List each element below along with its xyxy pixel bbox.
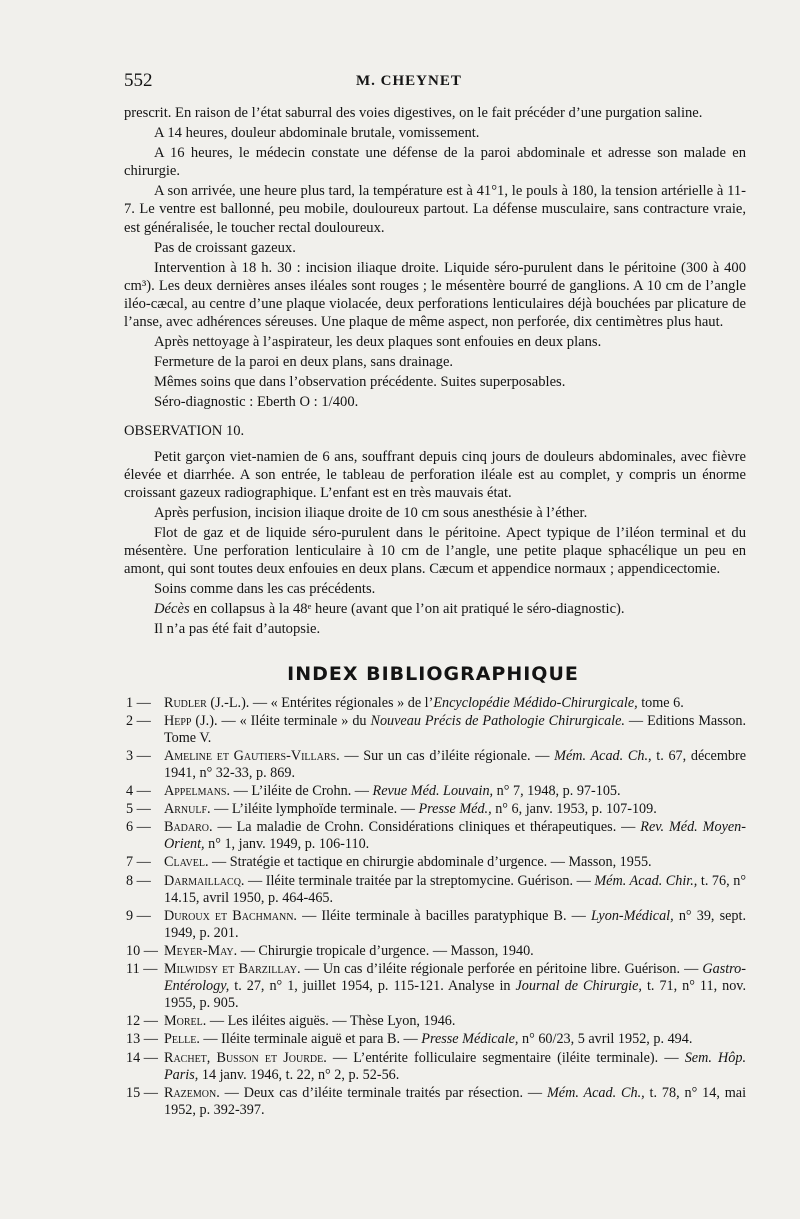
reference-item [124, 1085, 746, 1119]
reference-number: 14 — [126, 1049, 158, 1066]
reference-author: Morel. [164, 1013, 207, 1030]
reference-text: n° 1, janv. 1949, p. 106-110. [204, 836, 370, 853]
reference-text: tome 6. [637, 694, 684, 711]
reference-source-title: Revue Méd. Louvain, [372, 783, 494, 800]
reference-author: Clavel. [164, 854, 209, 871]
paragraph: Fermeture de la paroi en deux plans, sans drainage. [154, 354, 454, 371]
reference-source-title: Mém. Acad. Ch., [554, 747, 652, 764]
reference-text: — Iléite terminale à bacilles paratyphique B. — [296, 907, 591, 924]
paragraph: A 14 heures, douleur abdominale brutale, vomissement. [154, 125, 480, 142]
reference-item [124, 819, 746, 853]
paragraph: A 16 heures, le médecin constate une défense de la paroi abdominale et adresse son malade en chirurgie. [124, 145, 746, 180]
reference-number: 7 — [126, 854, 151, 871]
reference-author: Meyer-May. [164, 942, 238, 959]
reference-text: — Iléite terminale traitée par la streptomycine. Guérison. — [244, 872, 595, 889]
reference-number: 9 — [126, 907, 151, 924]
reference-text: n° 7, 1948, p. 97-105. [493, 783, 621, 800]
reference-number: 15 — [126, 1084, 158, 1101]
reference-item [124, 1050, 746, 1084]
reference-item [124, 783, 746, 800]
reference-number: 5 — [126, 801, 151, 818]
reference-item [124, 695, 746, 712]
reference-item [124, 908, 746, 942]
paragraph: Soins comme dans les cas précédents. [154, 581, 376, 598]
reference-list [124, 695, 746, 1119]
reference-text: t. 67, décembre 1941, n° 32-33, p. 869. [164, 747, 747, 781]
reference-text: — Chirurgie tropicale d’urgence. — Masson, 1940. [237, 942, 534, 959]
reference-author: Rachet, Busson et Jourde. [164, 1049, 327, 1066]
reference-number: 2 — [126, 712, 151, 729]
reference-text: t. 71, n° 11, nov. 1955, p. 905. [164, 978, 747, 1012]
reference-item [124, 943, 746, 960]
reference-source-title: Journal de Chirurgie, [515, 978, 642, 995]
reference-text: — L’iléite de Crohn. — [230, 783, 373, 800]
reference-text: — Sur un cas d’iléite régionale. — [339, 747, 555, 764]
emphasis: Décès [154, 601, 190, 618]
paragraph: Après perfusion, incision iliaque droite de 10 cm sous anesthésie à l’éther. [154, 504, 588, 521]
paragraph [124, 600, 746, 618]
reference-text: — La maladie de Crohn. Considérations cliniques et thérapeutiques. — [212, 819, 641, 836]
paragraph: prescrit. En raison de l’état saburral des voies digestives, on le fait précéder d’une purgation saline. [124, 105, 703, 121]
reference-source-title: Lyon-Médical, [590, 907, 674, 924]
reference-item [124, 873, 746, 907]
reference-source-title: Mém. Acad. Ch., [546, 1084, 645, 1101]
reference-source-title: Nouveau Précis de Pathologie Chirurgicale. [370, 712, 625, 729]
paragraph: Après nettoyage à l’aspirateur, les deux plaques sont enfouies en deux plans. [154, 334, 602, 351]
reference-source-title: Presse Méd., [418, 801, 492, 818]
reference-text: — Stratégie et tactique en chirurgie abdominale d’urgence. — Masson, 1955. [208, 854, 652, 871]
running-title: M. CHEYNET [356, 73, 462, 89]
reference-text: — Iléite terminale aiguë et para B. — [199, 1031, 422, 1048]
reference-number: 1 — [126, 694, 151, 711]
reference-text: — « Entérites régionales » de l’ [249, 694, 434, 711]
reference-item [124, 748, 746, 782]
reference-item [124, 961, 746, 1012]
reference-author: Razemon. [164, 1084, 220, 1101]
reference-author: Appelmans. [164, 783, 231, 800]
reference-author: Ameline et Gautiers-Villars. [164, 747, 340, 764]
index-title: INDEX BIBLIOGRAPHIQUE [287, 662, 579, 685]
paragraph: Pas de croissant gazeux. [154, 239, 296, 256]
reference-item [124, 713, 746, 747]
reference-text: t. 76, n° 14.15, avril 1950, p. 464-465. [164, 872, 746, 906]
page-number: 552 [124, 70, 153, 91]
paragraph: Mêmes soins que dans l’observation précédente. Suites superposables. [154, 374, 566, 391]
paragraph: Flot de gaz et de liquide séro-purulent dans le péritoine. Apect typique de l’iléon terminal et du mésentère. Une perforation lenticulaire à 10 cm de l’angle, une petite plaque sphacélique un peu en amont, qui sont toutes deux enfouies en deux plans. Cæcum et appendice normaux ; appendicectomie. [124, 524, 746, 578]
reference-source-title: Mém. Acad. Chir., [594, 872, 698, 889]
observation-heading: OBSERVATION 10. [124, 422, 245, 439]
reference-text: n° 6, janv. 1953, p. 107-109. [491, 801, 657, 818]
reference-author: Pelle. [164, 1031, 200, 1048]
reference-item [124, 801, 746, 818]
reference-number: 3 — [126, 747, 151, 764]
reference-item [124, 1013, 746, 1030]
reference-text: — Editions Masson. Tome V. [164, 712, 747, 746]
reference-author: Milwidsy et Barzillay. [164, 961, 301, 978]
reference-text: t. 78, n° 14, mai 1952, p. 392-397. [164, 1084, 747, 1118]
reference-author: Rudler (J.-L.). [164, 694, 250, 711]
reference-text: — Les iléites aiguës. — Thèse Lyon, 1946. [206, 1013, 456, 1030]
reference-text: n° 60/23, 5 avril 1952, p. 494. [518, 1031, 693, 1048]
reference-number: 10 — [126, 942, 158, 959]
reference-source-title: Presse Médicale, [421, 1031, 519, 1048]
reference-text: — Un cas d’iléite régionale perforée en péritoine libre. Guérison. — [300, 961, 703, 978]
reference-number: 13 — [126, 1031, 158, 1048]
reference-item [124, 854, 746, 871]
reference-text: t. 27, n° 1, juillet 1954, p. 115-121. Analyse in [229, 978, 516, 995]
reference-number: 8 — [126, 872, 151, 889]
paragraph: Intervention à 18 h. 30 : incision iliaque droite. Liquide séro-purulent dans le péritoine (300 à 400 cm³). Les deux dernières anses iléales sont rouges ; le mésentère bourré de ganglions. A 10 cm de l’angle iléo-cæcal, au centre d’une plaque violacée, deux perforations lenticulaires déjà bouchées par plicature de l’anse, avec adhérences séreuses. Une plaque de même aspect, non perforée, dix centimètres plus haut. [124, 259, 746, 331]
paragraph: Séro-diagnostic : Eberth O : 1/400. [154, 394, 359, 411]
reference-text: 14 janv. 1946, t. 22, n° 2, p. 52-56. [198, 1066, 400, 1083]
reference-author: Darmaillacq. [164, 872, 245, 889]
paragraph: Il n’a pas été fait d’autopsie. [154, 621, 321, 638]
reference-text: — Deux cas d’iléite terminale traités par résection. — [219, 1084, 547, 1101]
reference-text: n° 39, sept. 1949, p. 201. [164, 907, 746, 941]
reference-author: Hepp (J.). [164, 712, 218, 729]
reference-number: 11 — [126, 961, 158, 978]
reference-number: 6 — [126, 819, 151, 836]
reference-text: — L’iléite lymphoïde terminale. — [210, 801, 419, 818]
reference-text: — « Iléite terminale » du [217, 712, 371, 729]
reference-item [124, 1031, 746, 1048]
reference-author: Badaro. [164, 819, 213, 836]
reference-source-title: Gastro-Entérology, [164, 961, 746, 995]
reference-source-title: Sem. Hôp. Paris, [164, 1049, 747, 1083]
reference-number: 4 — [126, 783, 151, 800]
reference-source-title: Rev. Méd. Moyen-Orient, [164, 819, 746, 853]
reference-author: Arnulf. [164, 801, 211, 818]
paragraph: A son arrivée, une heure plus tard, la température est à 41°1, le pouls à 180, la tension artérielle à 11-7. Le ventre est ballonné, peu mobile, douloureux partout. La défense musculaire, sans contracture vraie, est généralisée, le toucher rectal douloureux. [124, 183, 746, 236]
paragraph: Petit garçon viet-namien de 6 ans, souffrant depuis cinq jours de douleurs abdominales, avec fièvre élevée et diarrhée. A son entrée, le tableau de perforation iléale est au complet, y compris un énorme croissant gazeux radiographique. L’enfant est en très mauvais état. [124, 448, 746, 501]
reference-author: Duroux et Bachmann. [164, 907, 297, 924]
page-header [124, 70, 744, 94]
reference-text: — L’entérite folliculaire segmentaire (iléite terminale). — [326, 1049, 685, 1066]
body-text [124, 104, 746, 1120]
reference-number: 12 — [126, 1013, 158, 1030]
paragraph-text: en collapsus à la 48ᵉ heure (avant que l’on ait pratiqué le séro-diagnostic). [189, 601, 625, 618]
reference-source-title: Encyclopédie Médido-Chirurgicale, [433, 694, 638, 711]
